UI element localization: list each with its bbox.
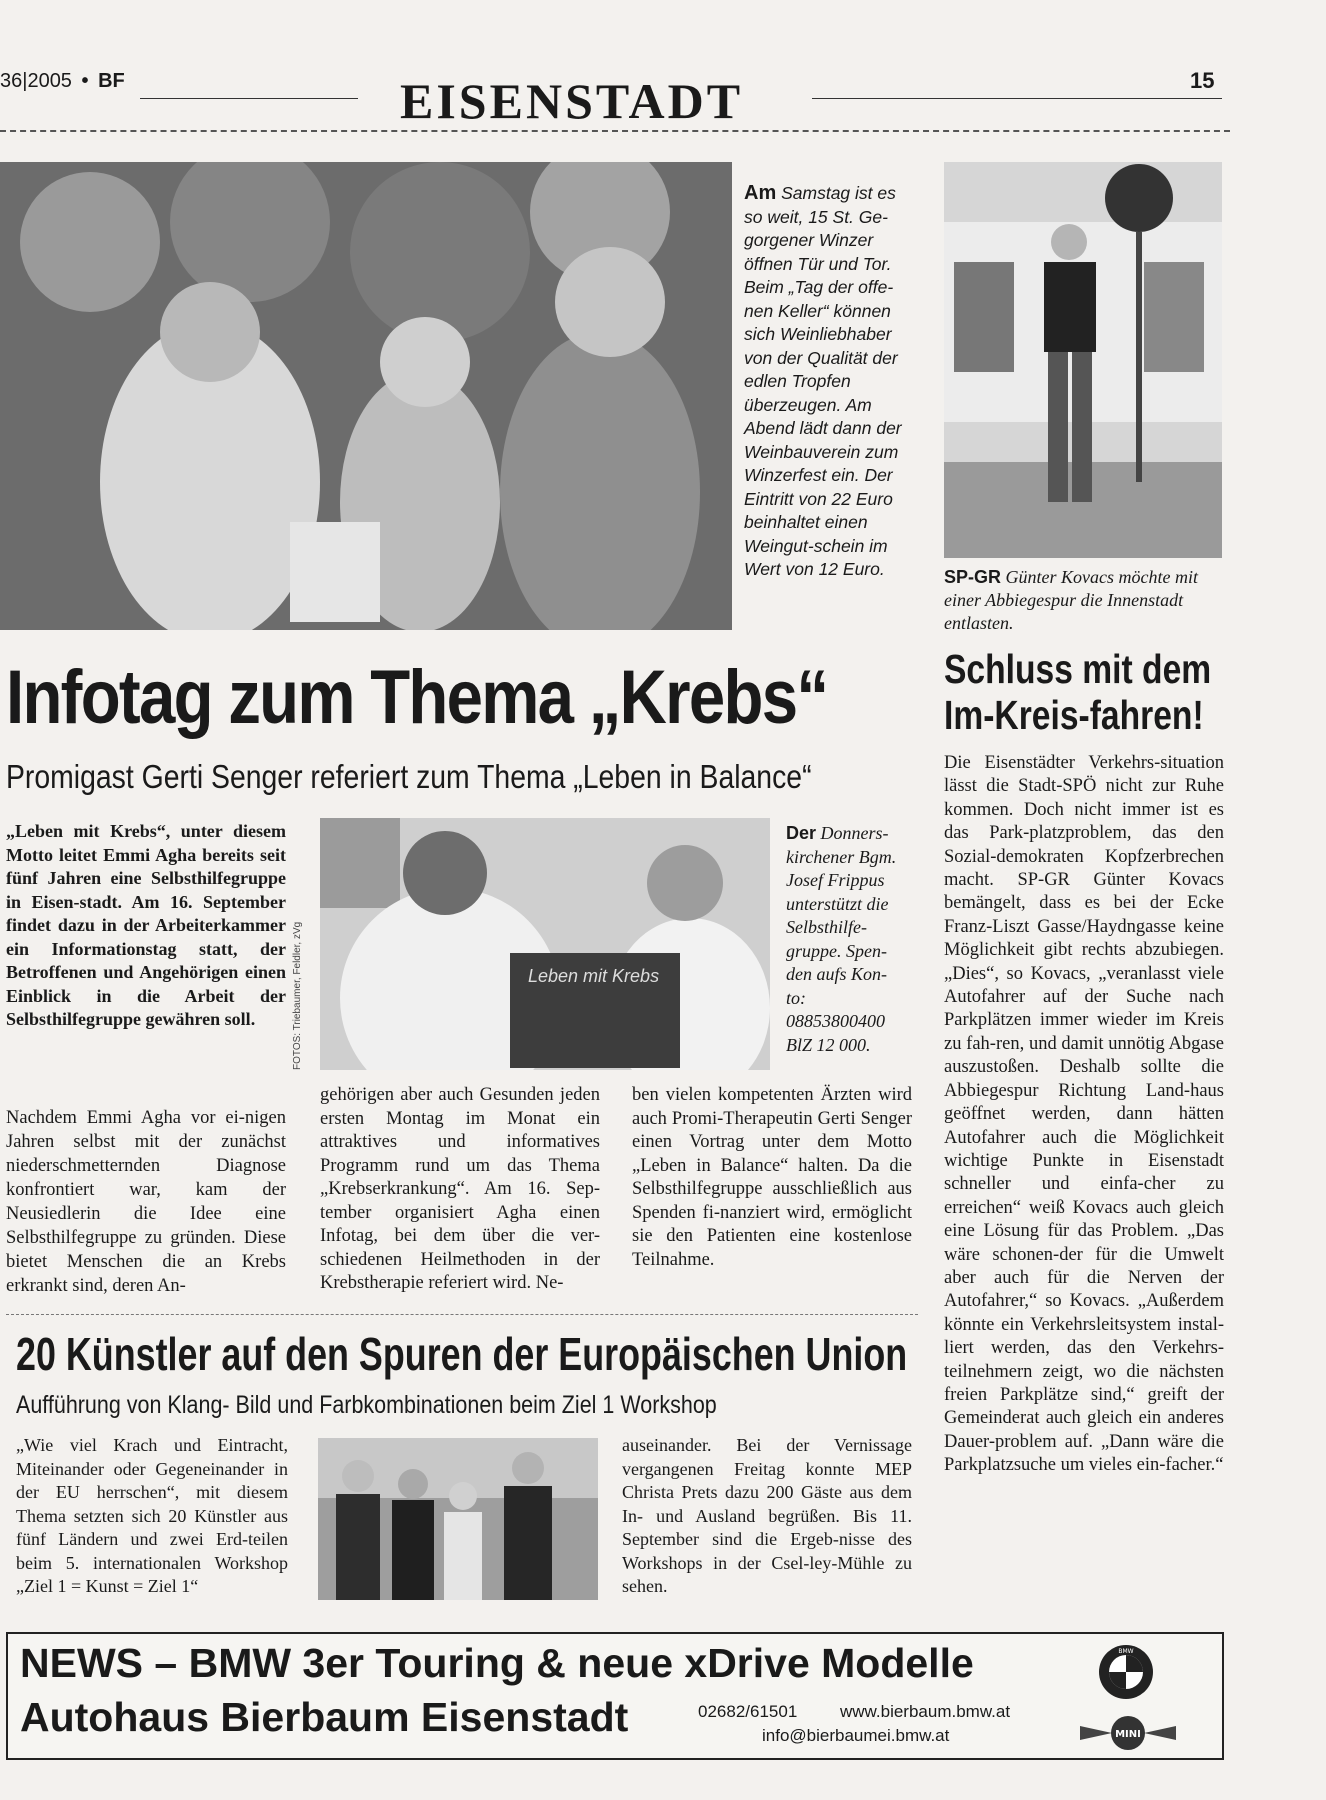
bmw-logo-text: BMW [1118,1648,1134,1655]
kovacs-photo [944,162,1222,558]
page-number: 15 [1190,68,1215,93]
side-headline-line1: Schluss mit dem [944,646,1212,692]
main-headline: Infotag zum Thema „Krebs“ [6,655,828,740]
mini-wings-icon [1078,1714,1178,1752]
ad-website[interactable]: www.bierbaum.bmw.at [840,1702,1011,1721]
selbsthilfe-photo-caption [786,822,906,1057]
photo-caption-lead: Der [786,823,817,843]
issue-label [0,70,125,93]
photo-credit: FOTOS: Triebaumer, Feldler, zVg [292,921,303,1070]
eu-artists-photo [318,1438,598,1600]
mini-logo-text: MINI [1115,1729,1141,1740]
caption-lead: Am [744,182,777,204]
eu-headline: 20 Künstler auf den Spuren der Europäischen Union [16,1328,908,1380]
header-rule-left [140,98,358,99]
header-divider [0,130,1230,132]
main-article-lead: „Leben mit Krebs“, unter diesem Motto leitet Emmi Agha bereits seit fünf Jahren eine Selbsthilfegruppe in Eisen-stadt. Am 16. September findet dazu in der Arbeiterkammer ein Informationstag statt, der Betroffenen und Angehörigen einen Einblick in die Arbeit der Selbsthilfegruppe gewähren soll. [6,821,286,1029]
bmw-roundel-icon [1098,1644,1154,1700]
ad-dealer-name: Autohaus Bierbaum Eisenstadt [20,1694,629,1740]
caption-text: Samstag ist es so weit, 15 St. Ge-gorgener Winzer öffnen Tür und Tor. Beim „Tag der offe-nen Keller“ können sich Weinliebhaber von der Qualität der edlen Tropfen überzeugen. Am Abend lädt dann der Weinbauverein zum Winzerfest ein. Der Eintritt von 22 Euro beinhaltet einen Weingut-schein im Wert von 12 Euro. [744,183,902,579]
header-rule-right [812,98,1222,99]
main-subheadline: Promigast Gerti Senger referiert zum Thema „Leben in Balance“ [6,758,812,795]
issue-number: 36|2005 [0,70,72,92]
poster-text: Leben mit Krebs [528,966,660,986]
ad-email[interactable]: info@bierbaumei.bmw.at [762,1726,950,1745]
paper-name: BF [98,70,125,92]
side-article-body: Die Eisenstädter Verkehrs-situation lässt die Stadt-SPÖ nicht zur Ruhe kommen. Doch nicht immer ist es das Park-platzproblem, das den Sozial-demokraten Kopfzerbrechen macht. SP-GR Günter Kovacs bemängelt, dass es bei der Ecke Franz-Liszt Gasse/Haydngasse keine Möglichkeit gibt rechts abzubiegen. „Dies“, so Kovacs, „veranlasst viele Autofahrer auf der Suche nach Parkplätzen immer wieder im Kreis zu fah-ren, und damit unnötig Abgase auszustoßen. Deshalb sollte die Abbiegespur Richtung Land-haus geöffnet werden, dann hätten Autofahrer auch die Möglichkeit wichtige Punkte in Eisenstadt schneller und einfa-cher zu erreichen“ weiß Kovacs auch gleich eine Lösung für das Problem. „Das wäre schonen-der für die Umwelt aber auch für die Nerven der Autofahrer,“ so Kovacs. „Außerdem könnte ein Verkehrsleitsystem instal-liert werden, das den Verkehrs-teilnehmern zeigt, wo die nächsten freien Parkplätze sind,“ greift der Gemeinderat auch gleich ein anderes Dauer-problem auf. „Dann wäre die Parkplatzsuche um vieles ein-facher.“ [944,753,1224,1476]
winery-family-photo [0,162,732,630]
photo-caption-text: Donners-kirchener Bgm. Josef Frippus unterstützt die Selbsthilfe-gruppe. Spen-den aufs Kon-to: 08853800400 BlZ 12 000. [786,823,897,1055]
ad-phone: 02682/61501 [698,1702,798,1721]
eu-divider [6,1314,918,1315]
eu-subheadline: Aufführung von Klang- Bild und Farbkombinationen beim Ziel 1 Workshop [16,1391,717,1419]
side-headline-line2: Im-Kreis-fahren! [944,692,1204,738]
main-article-col3: ben vielen kompetenten Ärzten wird auch Promi-Therapeutin Gerti Senger einen Vortrag unter dem Motto „Leben in Balance“ halten. Da die Selbsthilfegruppe ausschließlich aus Spenden fi-nanziert wird, ermöglicht sie den Patienten eine kostenlose Teilnahme. [632,1085,912,1270]
side-caption-text: Günter Kovacs möchte mit einer Abbiegespur die Innenstadt entlasten. [944,567,1198,633]
ad-headline: NEWS – BMW 3er Touring & neue xDrive Modelle [20,1640,974,1686]
winery-photo-caption [744,182,906,582]
kovacs-photo-caption [944,566,1224,635]
eu-article-col1: „Wie viel Krach und Eintracht, Miteinander oder Gegeneinander in der EU herrschen“, mit diesem Thema setzten sich 20 Künstler aus fünf Ländern und zwei Erd-teilen beim 5. internationalen Workshop „Ziel 1 = Kunst = Ziel 1“ [16,1435,288,1596]
issue-bullet: • [81,70,89,92]
side-caption-lead: SP-GR [944,567,1002,587]
bmw-ad [6,1632,1224,1760]
selbsthilfe-photo [320,818,770,1070]
side-headline [944,646,1211,738]
eu-article-col2: auseinander. Bei der Vernissage vergangenen Freitag konnte MEP Christa Prets dazu 200 Gäste aus dem In- und Ausland begrüßen. Bis 11. September sind die Ergeb-nisse des Workshops in der Csel-ley-Mühle zu sehen. [622,1435,912,1596]
section-title: EISENSTADT [400,73,744,129]
main-article-col1: Nachdem Emmi Agha vor ei-nigen Jahren selbst mit der zunächst niederschmetternden Diagnose konfrontiert war, kam der Neusiedlerin die Idee eine Selbsthilfegruppe zu gründen. Diese bietet Menschen die an Krebs erkrankt sind, deren An- [6,1108,286,1296]
main-article-col2: gehörigen aber auch Gesunden jeden ersten Montag im Monat ein attraktives und informatives Programm rund um das Thema „Krebserkrankung“. Am 16. Sep-tember organisiert Agha einen Infotag, bei dem über die ver-schiedenen Heilmethoden in der Krebstherapie referiert wird. Ne- [320,1085,600,1293]
